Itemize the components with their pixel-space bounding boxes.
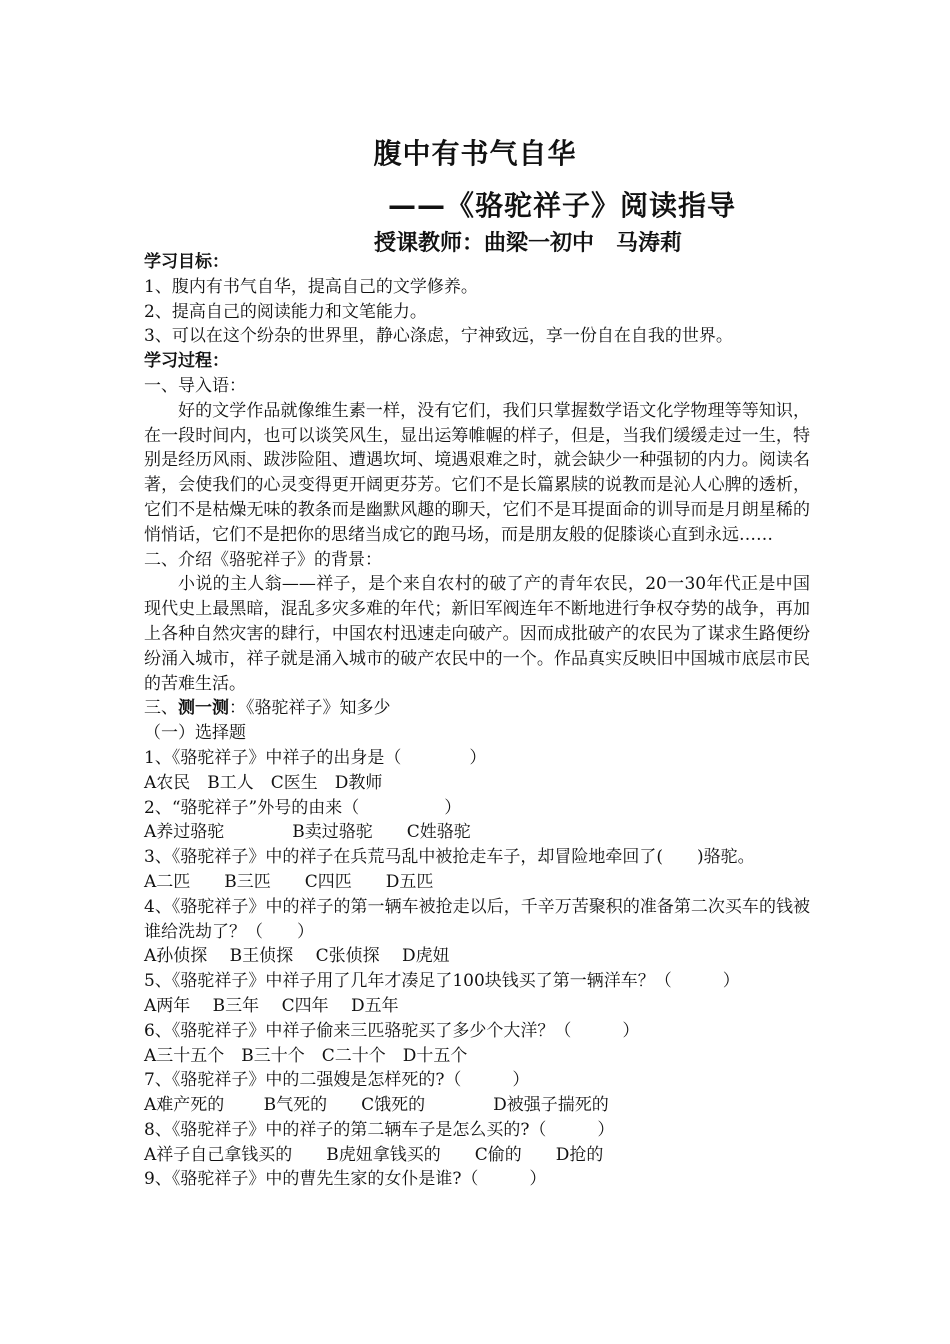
answer-options: A两年 B三年 C四年 D五年 xyxy=(144,995,399,1016)
answer-options: A二匹 B三匹 C四匹 D五匹 xyxy=(144,871,434,892)
goal-item: 1、腹内有书气自华，提高自己的文学修养。 xyxy=(144,276,478,297)
question: 4、《骆驼祥子》中的祥子的第一辆车被抢走以后，千辛万苦聚积的准备第二次买车的钱被谁给洗劫了？（ ） xyxy=(144,896,810,942)
question: 8、《骆驼祥子》中的祥子的第二辆车子是怎么买的?（ ） xyxy=(144,1119,615,1140)
process-heading: 学习过程： xyxy=(144,351,229,372)
intro-heading: 一、导入语： xyxy=(144,375,246,396)
answer-options: A祥子自己拿钱买的 B虎妞拿钱买的 C偷的 D抢的 xyxy=(144,1144,604,1165)
page-subtitle: ——《骆驼祥子》阅读指导 xyxy=(388,189,737,222)
answer-options: A三十五个 B三十个 C二十个 D十五个 xyxy=(144,1045,468,1066)
question: 5、《骆驼祥子》中祥子用了几年才凑足了100块钱买了第一辆洋车？（ ） xyxy=(144,971,740,992)
question: 2、“骆驼祥子”外号的由来（ ） xyxy=(144,797,462,818)
answer-options: A农民 B工人 C医生 D教师 xyxy=(144,772,383,793)
question: 7、《骆驼祥子》中的二强嫂是怎样死的?（ ） xyxy=(144,1070,530,1091)
answer-options: A养过骆驼 B卖过骆驼 C姓骆驼 xyxy=(144,822,471,843)
choice-heading: （一）选择题 xyxy=(144,723,246,744)
question: 3、《骆驼祥子》中的祥子在兵荒马乱中被抢走车子，却冒险地牵回了( )骆驼。 xyxy=(144,847,755,868)
quiz-heading-prefix: 三、 xyxy=(144,698,178,719)
teacher-line: 授课教师：曲梁一初中 马涛莉 xyxy=(374,231,683,256)
goal-item: 3、可以在这个纷杂的世界里，静心涤虑，宁神致远，享一份自在自我的世界。 xyxy=(144,326,733,347)
background-heading: 二、介绍《骆驼祥子》的背景： xyxy=(144,549,382,570)
quiz-heading-suffix: ：《骆驼祥子》知多少 xyxy=(229,698,391,719)
question: 9、《骆驼祥子》中的曹先生家的女仆是谁?（ ） xyxy=(144,1169,547,1190)
page-title: 腹中有书气自华 xyxy=(373,137,577,170)
quiz-heading xyxy=(144,696,810,721)
intro-paragraph: 好的文学作品就像维生素一样，没有它们，我们只掌握数学语文化学物理等等知识，在一段时间内，也可以谈笑风生，显出运筹帷幄的样子，但是，当我们缓缓走过一生，特别是经历风雨、跋涉险阻、遭遇坎坷、境遇艰难之时，就会缺少一种强韧的内力。阅读名著，会使我们的心灵变得更开阔更芬芳。它们不是长篇累牍的说教而是沁人心脾的透析，它们不是枯燥无味的教条而是幽默风趣的聊天，它们不是耳提面命的训导而是月朗星稀的悄悄话，它们不是把你的思绪当成它的跑马场，而是朋友般的促膝谈心直到永远…… xyxy=(144,400,810,545)
answer-options: A难产死的 B气死的 C饿死的 D被强子揣死的 xyxy=(144,1095,609,1116)
document-body xyxy=(144,250,827,1192)
quiz-heading-bold: 测一测 xyxy=(178,698,229,719)
background-paragraph: 小说的主人翁——祥子，是个来自农村的破了产的青年农民，20一30年代正是中国现代史上最黑暗，混乱多灾多难的年代；新旧军阀连年不断地进行争权夺势的战争，再加上各种自然灾害的肆行，中国农村迅速走向破产。因而成批破产的农民为了谋求生路便纷 纷涌入城市，祥子就是涌入城市的破产农民中的一个。作品真实反映旧中国城市底层市民的苦难生活。 xyxy=(144,574,827,694)
goal-item: 2、提高自己的阅读能力和文笔能力。 xyxy=(144,301,427,322)
answer-options: A孙侦探 B王侦探 C张侦探 D虎妞 xyxy=(144,946,450,967)
goals-heading: 学习目标： xyxy=(144,252,229,272)
question: 1、《骆驼祥子》中祥子的出身是（ ） xyxy=(144,747,487,768)
question: 6、《骆驼祥子》中祥子偷来三匹骆驼买了多少个大洋？（ ） xyxy=(144,1020,640,1041)
